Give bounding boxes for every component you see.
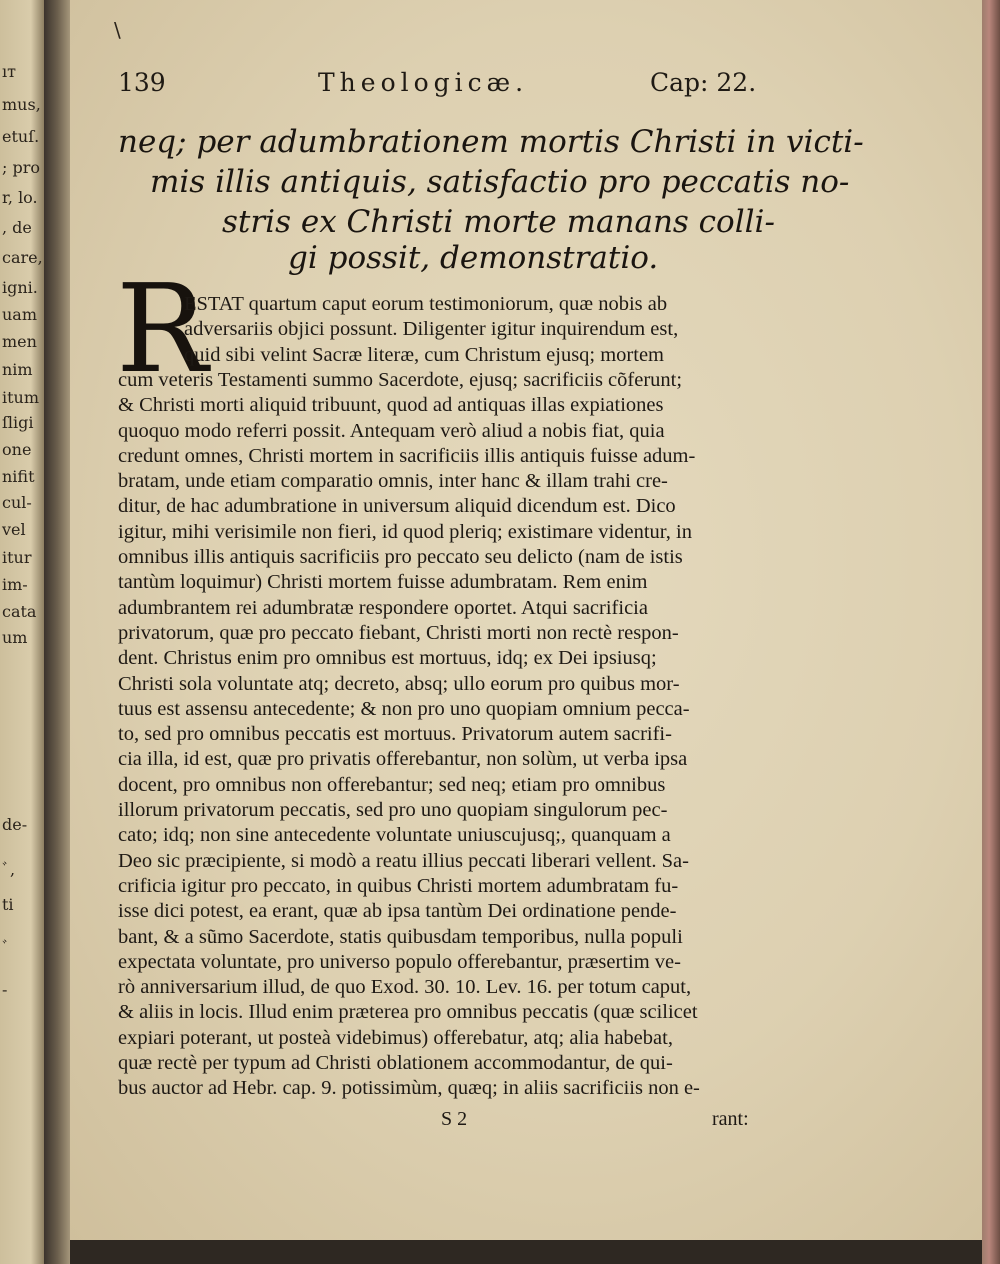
facing-page-fragment: nifit [2, 467, 35, 486]
body-line: quoquo modo referri possit. Antequam verò aliud a nobis fiat, quia [118, 419, 665, 442]
facing-page-fragment: , de [2, 218, 32, 237]
facing-page-fragment: itur [2, 548, 32, 567]
facing-page-fragment: - [2, 980, 8, 999]
body-line: ESTAT quartum caput eorum testimoniorum, quæ nobis ab [184, 293, 668, 315]
facing-page-fragment: ﾞ, [2, 860, 16, 879]
body-line: cia illa, id est, quæ pro privatis offerebantur, non solùm, ut verba ipsa [118, 748, 688, 771]
facing-page-fragment: uam [2, 305, 38, 324]
facing-page-fragment: de- [2, 815, 28, 834]
facing-page-fragment: ıт [2, 62, 16, 81]
body-line: isse dici potest, ea erant, quæ ab ipsa tantùm Dei ordinatione pende- [118, 900, 677, 923]
facing-page-fragment: cata [2, 602, 37, 621]
ink-mark: \ [114, 18, 121, 42]
body-line: cato; idq; non sine antecedente voluntate uniuscujusq;, quanquam a [118, 824, 671, 847]
facing-page-fragment: vel [2, 520, 26, 539]
body-line: ditur, de hac adumbratione in universum aliquid dicendum est. Dico [118, 495, 676, 518]
signature-mark: S 2 [441, 1108, 468, 1130]
body-line: & aliis in locis. Illud enim præterea pro omnibus peccatis (quæ scilicet [118, 1001, 698, 1024]
facing-page-fragment: ; pro [2, 158, 40, 177]
heading-line: gi possit, demonstratio. [288, 240, 659, 276]
facing-page-fragment: mus, [2, 95, 41, 114]
facing-page-fragment: r, lo. [2, 188, 38, 207]
body-line: cum veteris Testamenti summo Sacerdote, ejusq; sacrificiis cõferunt; [118, 368, 683, 391]
body-line: igitur, mihi verisimile non fieri, id quod pleriq; existimare videntur, in [118, 520, 692, 543]
body-line: to, sed pro omnibus peccatis est mortuus. Privatorum autem sacrifi- [118, 723, 672, 746]
body-line: tantùm loquimur) Christi mortem fuisse adumbratam. Rem enim [118, 571, 648, 594]
body-line: docent, pro omnibus non offerebantur; sed neq; etiam pro omnibus [118, 773, 666, 796]
body-line: illorum privatorum peccatis, sed pro uno quopiam singulorum pec- [118, 799, 668, 821]
catchword: rant: [712, 1108, 749, 1130]
facing-page-fragment: one [2, 440, 32, 459]
facing-page-fragment: cul- [2, 493, 32, 512]
facing-page-edge [0, 0, 44, 1264]
body-line: expectata voluntate, pro universo populo offerebantur, præsertim ve- [118, 950, 681, 973]
facing-page-fragment: ﾞ [2, 938, 11, 957]
body-line: rò anniversarium illud, de quo Exod. 30. 10. Lev. 16. per totum caput, [118, 976, 692, 999]
body-line: Deo sic præcipiente, si modò a reatu illius peccati liberari vellent. Sa- [118, 849, 689, 872]
facing-page-fragment: care, [2, 248, 43, 267]
heading-line: neq; per adumbrationem mortis Christi in victi- [118, 124, 864, 160]
facing-page-fragment: etuſ. [2, 127, 40, 146]
facing-page-fragment: itum [2, 388, 40, 407]
body-line: bant, & a sũmo Sacerdote, statis quibusdam temporibus, nulla populi [118, 925, 683, 948]
body-line: crificia igitur pro peccato, in quibus Christi mortem adumbratam fu- [118, 874, 679, 897]
scan-background [70, 1240, 982, 1264]
chapter-label: Cap: 22. [650, 68, 757, 97]
page-number: 139 [118, 68, 166, 97]
facing-page-fragment: igni. [2, 278, 38, 297]
body-line: expiari poterant, ut posteà videbimus) offerebatur, atq; alia habebat, [118, 1026, 673, 1049]
drop-cap: R [116, 258, 208, 400]
facing-page-fragment: nim [2, 360, 33, 379]
body-line: adversariis objici possunt. Diligenter igitur inquirendum est, [184, 318, 679, 341]
body-line: quæ rectè per typum ad Christi oblationem accommodantur, de qui- [118, 1052, 673, 1074]
running-title: Theologicæ. [318, 68, 529, 97]
body-line: Christi sola voluntate atq; decreto, absq; ullo eorum pro quibus mor- [118, 672, 680, 695]
facing-page-fragment: um [2, 628, 28, 647]
body-line: bus auctor ad Hebr. cap. 9. potissimùm, quæq; in aliis sacrificiis non e- [118, 1077, 700, 1100]
body-line: omnibus illis antiquis sacrificiis pro peccato seu delicto (nam de istis [118, 546, 683, 568]
page-edge [982, 0, 1000, 1264]
facing-page-fragment: ſligi [2, 413, 34, 432]
heading-line: mis illis antiquis, satisfactio pro peccatis no- [150, 164, 850, 200]
body-line: dent. Christus enim pro omnibus est mortuus, idq; ex Dei ipsiusq; [118, 647, 657, 670]
facing-page-fragment: ti [2, 895, 14, 914]
body-line: & Christi morti aliquid tribuunt, quod ad antiquas illas expiationes [118, 394, 664, 417]
body-line: bratam, unde etiam comparatio omnis, inter hanc & illam trahi cre- [118, 470, 668, 493]
body-line: tuus est assensu antecedente; & non pro uno quopiam omnium pecca- [118, 697, 690, 720]
body-line: credunt omnes, Christi mortem in sacrificiis illis antiquis fuisse adum- [118, 444, 696, 467]
body-line: privatorum, quæ pro peccato fiebant, Christi morti non rectè respon- [118, 621, 679, 644]
heading-line: stris ex Christi morte manans colli- [222, 204, 775, 240]
facing-page-fragment: im- [2, 575, 28, 594]
body-line: quid sibi velint Sacræ literæ, cum Christum ejusq; mortem [184, 343, 664, 366]
facing-page-fragment: men [2, 332, 37, 351]
body-line: adumbrantem rei adumbratæ respondere oportet. Atqui sacrificia [118, 596, 648, 619]
